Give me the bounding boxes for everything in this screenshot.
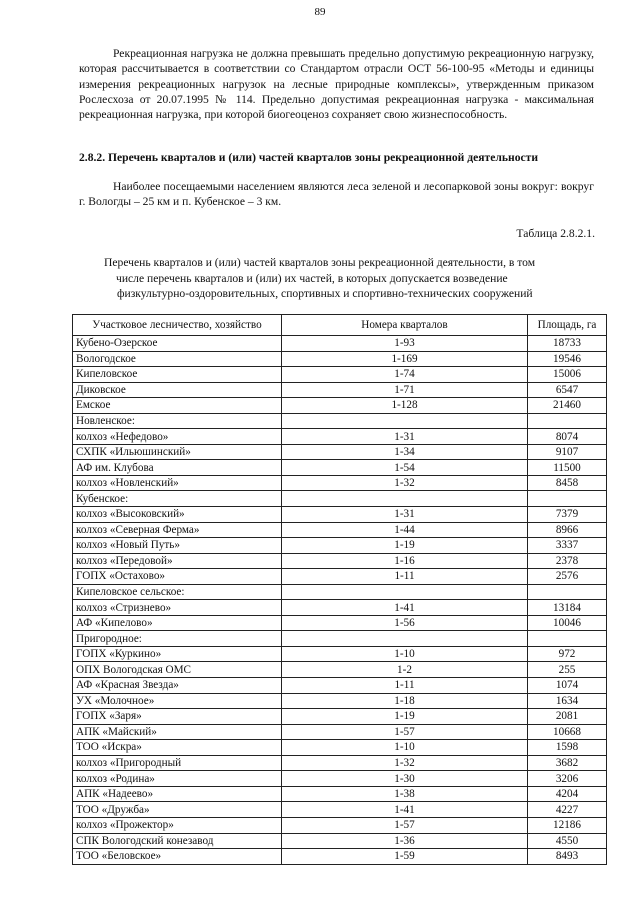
cell-forestry: Кубено-Озерское — [73, 336, 282, 352]
cell-area: 9107 — [528, 444, 607, 460]
table-row — [73, 755, 607, 771]
cell-forestry: колхоз «Пригородный — [73, 755, 282, 771]
cell-quarters: 1-19 — [282, 709, 528, 725]
cell-area: 21460 — [528, 398, 607, 414]
cell-quarters: 1-32 — [282, 755, 528, 771]
table-caption — [104, 255, 584, 302]
cell-area: 3682 — [528, 755, 607, 771]
cell-area: 10668 — [528, 724, 607, 740]
cell-forestry: колхоз «Северная Ферма» — [73, 522, 282, 538]
cell-area: 6547 — [528, 382, 607, 398]
table-header-row — [73, 315, 607, 336]
cell-quarters: 1-31 — [282, 429, 528, 445]
cell-area: 2378 — [528, 553, 607, 569]
table-number: Таблица 2.8.2.1. — [516, 227, 595, 240]
table-row — [73, 382, 607, 398]
cell-quarters — [282, 491, 528, 507]
cell-area: 12186 — [528, 817, 607, 833]
cell-forestry: ТОО «Искра» — [73, 740, 282, 756]
cell-quarters: 1-59 — [282, 849, 528, 865]
cell-forestry: АФ им. Клубова — [73, 460, 282, 476]
cell-area: 18733 — [528, 336, 607, 352]
caption-line: числе перечень кварталов и (или) их частей, в которых допускается возведение — [116, 271, 508, 285]
cell-forestry: колхоз «Стризнево» — [73, 600, 282, 616]
cell-forestry: УХ «Молочное» — [73, 693, 282, 709]
table-row — [73, 631, 607, 647]
cell-forestry: ГОПХ «Заря» — [73, 709, 282, 725]
table-row — [73, 678, 607, 694]
cell-quarters: 1-93 — [282, 336, 528, 352]
table-row — [73, 693, 607, 709]
table-row — [73, 771, 607, 787]
cell-quarters: 1-10 — [282, 740, 528, 756]
cell-area: 8458 — [528, 475, 607, 491]
cell-quarters: 1-10 — [282, 646, 528, 662]
cell-forestry: ТОО «Дружба» — [73, 802, 282, 818]
table-row — [73, 615, 607, 631]
table-row — [73, 553, 607, 569]
cell-quarters: 1-36 — [282, 833, 528, 849]
table-row — [73, 569, 607, 585]
cell-area: 19546 — [528, 351, 607, 367]
cell-quarters: 1-41 — [282, 600, 528, 616]
cell-quarters: 1-32 — [282, 475, 528, 491]
cell-area: 4227 — [528, 802, 607, 818]
table-row — [73, 444, 607, 460]
paragraph-visited-forests: Наиболее посещаемыми населением являются леса зеленой и лесопарковой зоны вокруг: вокруг г. Вологды – 25 км и п. Кубенское – 3 км. — [79, 180, 594, 209]
cell-forestry: СПК Вологодский конезавод — [73, 833, 282, 849]
cell-quarters: 1-74 — [282, 367, 528, 383]
cell-area — [528, 584, 607, 600]
cell-forestry: АФ «Красная Звезда» — [73, 678, 282, 694]
cell-area: 1074 — [528, 678, 607, 694]
cell-quarters — [282, 631, 528, 647]
cell-forestry: Вологодское — [73, 351, 282, 367]
cell-area: 8074 — [528, 429, 607, 445]
table-row — [73, 413, 607, 429]
cell-forestry: Кипеловское — [73, 367, 282, 383]
cell-forestry: Диковское — [73, 382, 282, 398]
cell-area: 255 — [528, 662, 607, 678]
cell-forestry: АФ «Кипелово» — [73, 615, 282, 631]
cell-area: 8493 — [528, 849, 607, 865]
cell-forestry: ТОО «Беловское» — [73, 849, 282, 865]
cell-area: 10046 — [528, 615, 607, 631]
cell-quarters: 1-19 — [282, 538, 528, 554]
header-forestry: Участковое лесничество, хозяйство — [73, 315, 282, 336]
table-row — [73, 709, 607, 725]
table-row — [73, 491, 607, 507]
cell-forestry: Кубенское: — [73, 491, 282, 507]
quarters-table — [72, 314, 607, 865]
cell-area: 13184 — [528, 600, 607, 616]
table-row — [73, 507, 607, 523]
cell-forestry: Кипеловское сельское: — [73, 584, 282, 600]
table-row — [73, 802, 607, 818]
caption-line: Перечень кварталов и (или) частей кварталов зоны рекреационной деятельности, в том — [104, 256, 536, 269]
cell-quarters: 1-54 — [282, 460, 528, 476]
table-row — [73, 817, 607, 833]
table-row — [73, 833, 607, 849]
table-row — [73, 849, 607, 865]
cell-area — [528, 631, 607, 647]
cell-forestry: Пригородное: — [73, 631, 282, 647]
cell-quarters: 1-34 — [282, 444, 528, 460]
cell-area — [528, 413, 607, 429]
table-row — [73, 538, 607, 554]
cell-quarters: 1-128 — [282, 398, 528, 414]
cell-area — [528, 491, 607, 507]
cell-forestry: ГОПХ «Куркино» — [73, 646, 282, 662]
cell-forestry: АПК «Надеево» — [73, 786, 282, 802]
cell-forestry: Емское — [73, 398, 282, 414]
cell-forestry: АПК «Майский» — [73, 724, 282, 740]
cell-quarters: 1-31 — [282, 507, 528, 523]
cell-forestry: ГОПХ «Остахово» — [73, 569, 282, 585]
cell-area: 15006 — [528, 367, 607, 383]
table-row — [73, 584, 607, 600]
cell-quarters: 1-16 — [282, 553, 528, 569]
caption-line: физкультурно-оздоровительных, спортивных и спортивно-технических сооружений — [117, 287, 533, 300]
table-row — [73, 336, 607, 352]
cell-area: 2576 — [528, 569, 607, 585]
cell-area: 3337 — [528, 538, 607, 554]
table-row — [73, 351, 607, 367]
table-row — [73, 398, 607, 414]
cell-quarters: 1-44 — [282, 522, 528, 538]
cell-quarters: 1-38 — [282, 786, 528, 802]
cell-quarters: 1-169 — [282, 351, 528, 367]
cell-quarters — [282, 584, 528, 600]
cell-area: 2081 — [528, 709, 607, 725]
cell-quarters: 1-18 — [282, 693, 528, 709]
cell-quarters: 1-2 — [282, 662, 528, 678]
table-row — [73, 522, 607, 538]
table-row — [73, 429, 607, 445]
cell-area: 8966 — [528, 522, 607, 538]
table-row — [73, 475, 607, 491]
cell-forestry: ОПХ Вологодская ОМС — [73, 662, 282, 678]
cell-area: 4550 — [528, 833, 607, 849]
table-row — [73, 600, 607, 616]
section-heading: 2.8.2. Перечень кварталов и (или) частей кварталов зоны рекреационной деятельности — [79, 151, 539, 164]
table-row — [73, 646, 607, 662]
cell-quarters: 1-41 — [282, 802, 528, 818]
page-number: 89 — [314, 6, 326, 18]
table-row — [73, 740, 607, 756]
cell-quarters: 1-57 — [282, 817, 528, 833]
cell-quarters: 1-71 — [282, 382, 528, 398]
cell-area: 11500 — [528, 460, 607, 476]
table-row — [73, 786, 607, 802]
table-row — [73, 662, 607, 678]
cell-area: 4204 — [528, 786, 607, 802]
table-row — [73, 367, 607, 383]
cell-forestry: колхоз «Прожектор» — [73, 817, 282, 833]
paragraph-recreational-load: Рекреационная нагрузка не должна превышать предельно допустимую рекреационную нагрузку, которая рассчитывается в соответствии со Стандартом отрасли ОСТ 56-100-95 «Методы и единицы измерения рекреационных нагрузок на лесные природные комплексы», утвержденным приказом Рослесхоза от 20.07.1995 № 114. Предельно допустимая рекреационная нагрузка - максимальная рекреационная нагрузка, при которой биогеоценоз сохраняет свою жизнеспособность. — [79, 47, 594, 122]
table-row — [73, 724, 607, 740]
table-row — [73, 460, 607, 476]
cell-quarters: 1-30 — [282, 771, 528, 787]
cell-forestry: СХПК «Ильюшинский» — [73, 444, 282, 460]
header-area: Площадь, га — [528, 315, 607, 336]
cell-forestry: Новленское: — [73, 413, 282, 429]
cell-forestry: колхоз «Новленский» — [73, 475, 282, 491]
cell-quarters: 1-56 — [282, 615, 528, 631]
cell-quarters: 1-11 — [282, 678, 528, 694]
cell-forestry: колхоз «Нефедово» — [73, 429, 282, 445]
header-quarters: Номера кварталов — [282, 315, 528, 336]
cell-quarters: 1-57 — [282, 724, 528, 740]
cell-area: 972 — [528, 646, 607, 662]
cell-area: 7379 — [528, 507, 607, 523]
cell-forestry: колхоз «Новый Путь» — [73, 538, 282, 554]
cell-area: 3206 — [528, 771, 607, 787]
cell-forestry: колхоз «Передовой» — [73, 553, 282, 569]
cell-area: 1634 — [528, 693, 607, 709]
cell-forestry: колхоз «Высоковский» — [73, 507, 282, 523]
cell-area: 1598 — [528, 740, 607, 756]
cell-forestry: колхоз «Родина» — [73, 771, 282, 787]
cell-quarters — [282, 413, 528, 429]
cell-quarters: 1-11 — [282, 569, 528, 585]
